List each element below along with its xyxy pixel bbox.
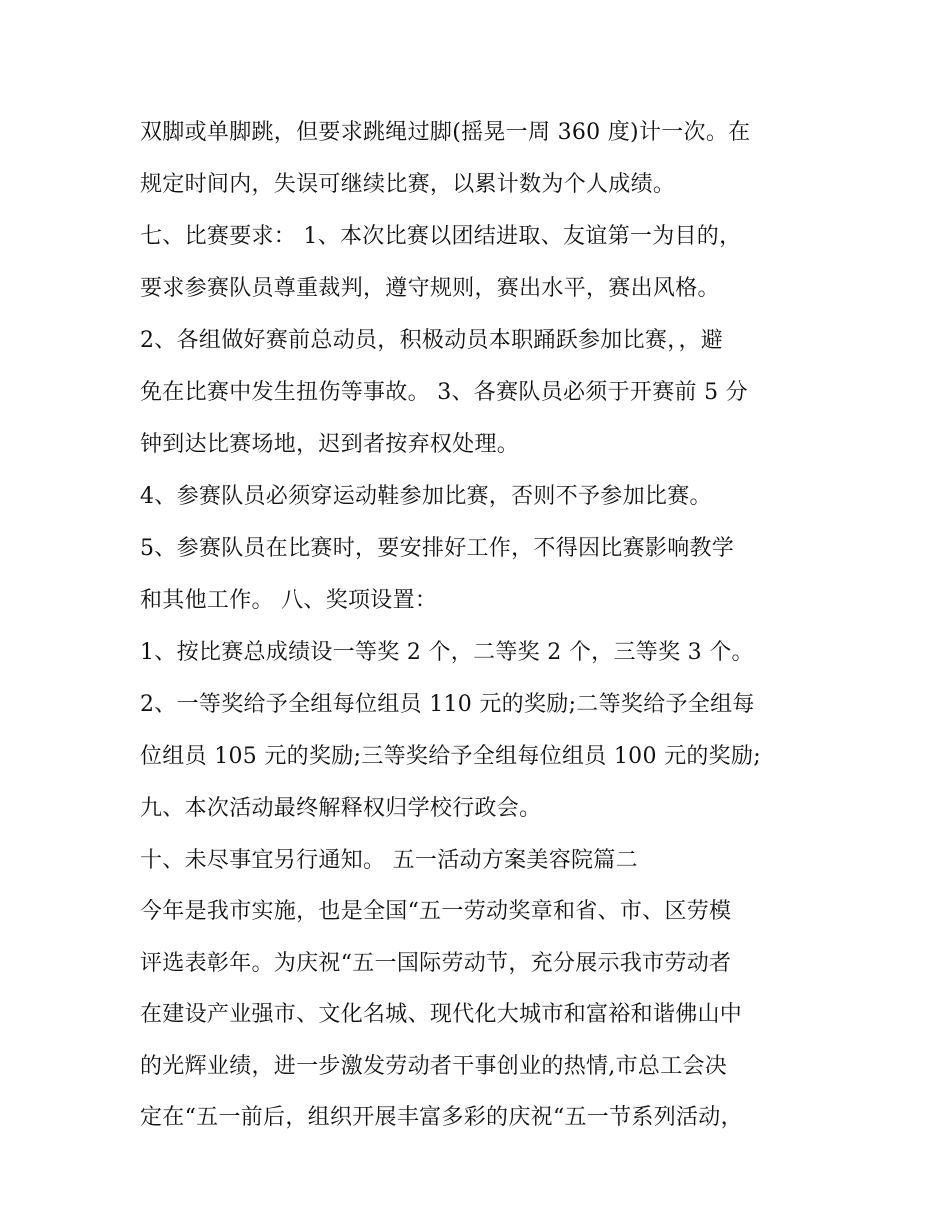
text-line: 在建设产业强市、文化名城、现代化大城市和富裕和谐佛山中	[140, 1002, 743, 1027]
text-line: 九、本次活动最终解释权归学校行政会。	[140, 796, 542, 821]
text-line: 和其他工作。 八、奖项设置：	[140, 588, 438, 613]
text-line: 评选表彰年。为庆祝“五一国际劳动节，充分展示我市劳动者	[140, 950, 732, 976]
text-line: 双脚或单脚跳，但要求跳绳过脚(摇晃一周 360 度)计一次。在	[140, 120, 751, 145]
text-line: 今年是我市实施，也是全国“五一劳动奖章和省、市、区劳模	[140, 899, 732, 924]
text-line: 免在比赛中发生扭伤等事故。 3、各赛队员必须于开赛前 5 分	[140, 380, 748, 405]
document-body	[140, 107, 830, 1144]
text-line: 4、参赛队员必须穿运动鞋参加比赛，否则不予参加比赛。	[140, 484, 712, 509]
text-line: 要求参赛队员尊重裁判，遵守规则，赛出水平，赛出风格。	[140, 276, 720, 301]
text-line: 2、各组做好赛前总动员，积极动员本职踊跃参加比赛，，避	[140, 328, 724, 353]
text-line: 5、参赛队员在比赛时，要安排好工作，不得因比赛影响教学	[140, 536, 735, 561]
text-line: 定在“五一前后，组织开展丰富多彩的庆祝“五一节系列活动，	[140, 1105, 743, 1130]
text-line: 1、按比赛总成绩设一等奖 2 个，二等奖 2 个，三等奖 3 个。	[140, 640, 754, 665]
text-line: 钟到达比赛场地，迟到者按弃权处理。	[140, 432, 520, 457]
text-line: 七、比赛要求： 1、本次比赛以团结进取、友谊第一为目的，	[140, 224, 742, 249]
text-line: 规定时间内，失误可继续比赛，以累计数为个人成绩。	[140, 172, 676, 197]
text-line: 十、未尽事宜另行通知。 五一活动方案美容院篇二	[140, 847, 638, 873]
text-line: 2、一等奖给予全组每位组员 110 元的奖励;二等奖给予全组每	[140, 692, 755, 717]
text-line: 的光辉业绩，进一步激发劳动者干事创业的热情,市总工会决	[140, 1053, 728, 1079]
text-line: 位组员 105 元的奖励;三等奖给予全组每位组员 100 元的奖励;	[140, 744, 761, 769]
